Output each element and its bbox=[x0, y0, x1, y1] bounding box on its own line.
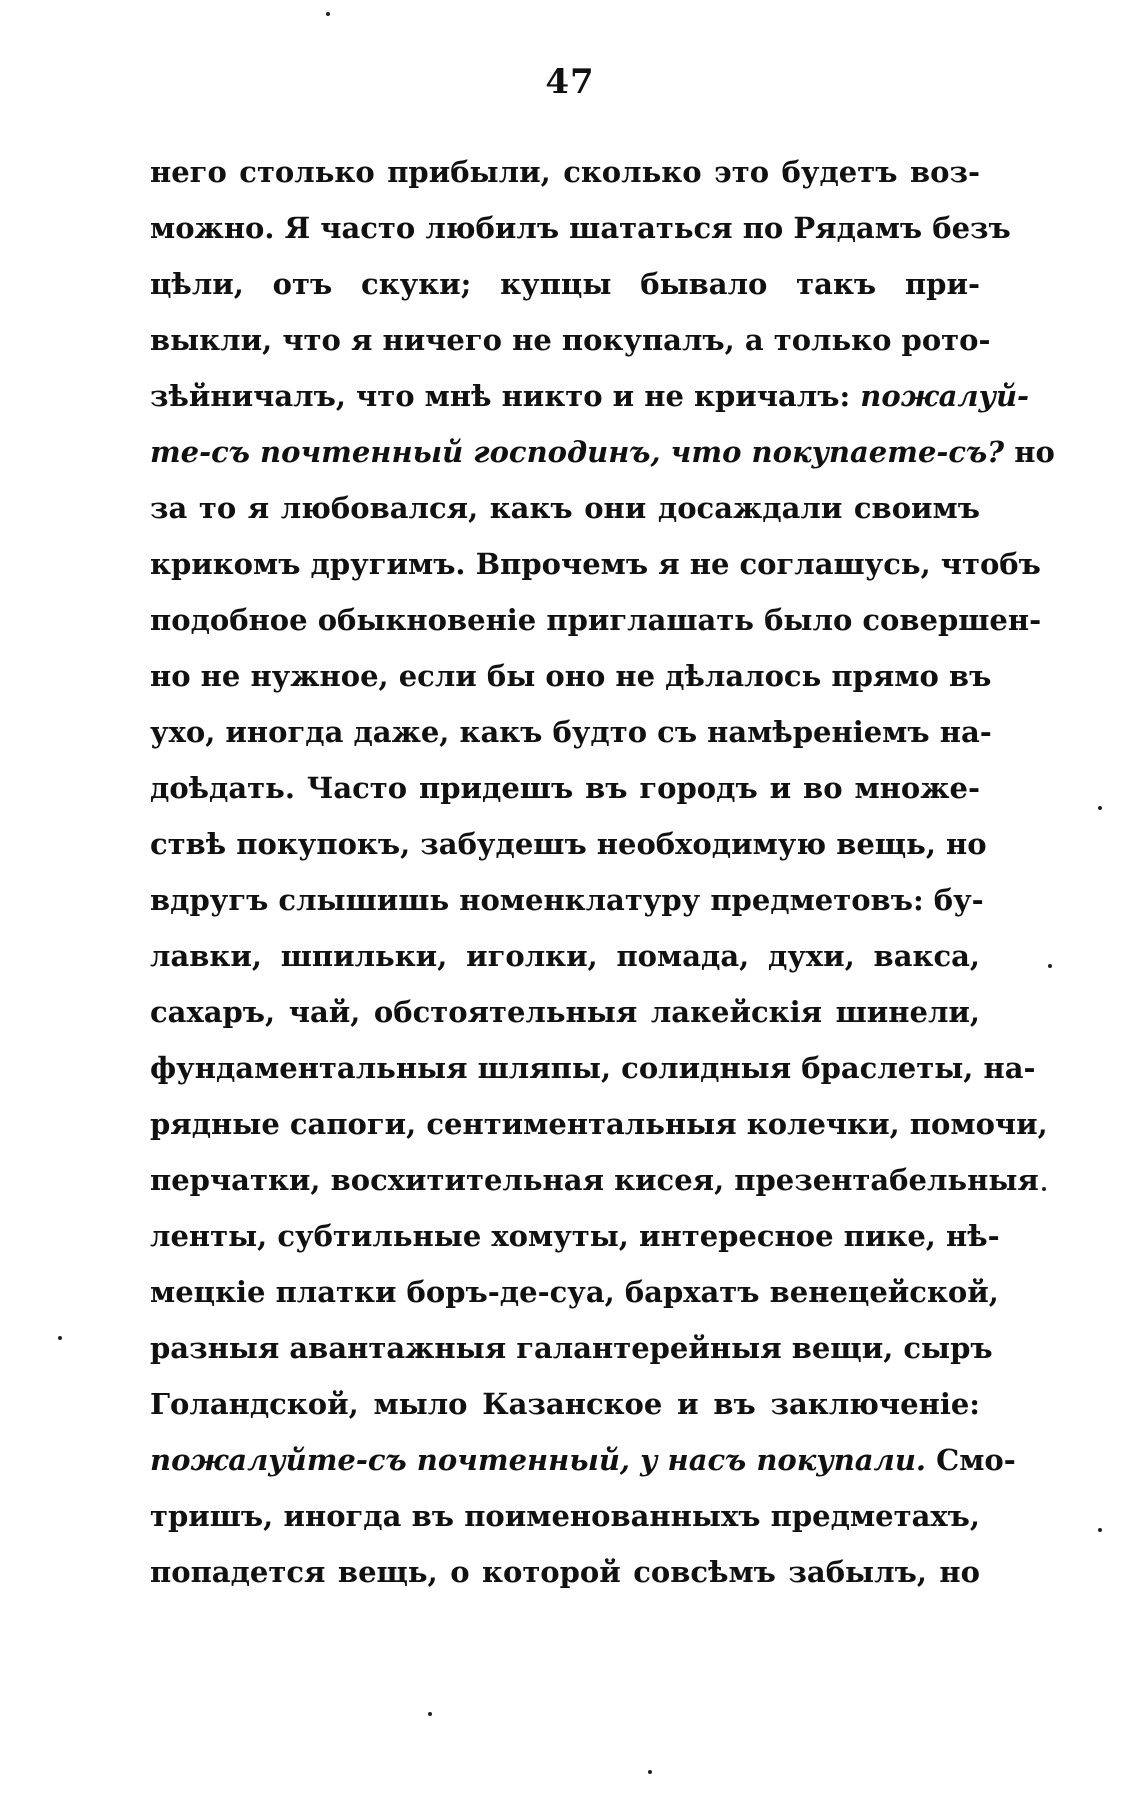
text-run: зѣйничалъ, что мнѣ никто и не кричалъ: bbox=[150, 379, 861, 413]
text-run: лавки, шпильки, иголки, помада, духи, вакса, bbox=[150, 939, 980, 973]
scan-speck bbox=[1048, 964, 1052, 968]
italic-text: пожалуйте-съ почтенный, у насъ покупали. bbox=[150, 1443, 927, 1477]
text-line bbox=[150, 1152, 1039, 1208]
text-run: крикомъ другимъ. Впрочемъ я не соглашусь, чтобъ bbox=[150, 547, 1041, 581]
text-line bbox=[150, 872, 984, 928]
text-line bbox=[150, 312, 991, 368]
page-number: 47 bbox=[545, 62, 595, 102]
italic-text: те-съ почтенный господинъ, что покупаете-съ? bbox=[150, 435, 1005, 469]
text-run: ухо, иногда даже, какъ будто съ намѣреніемъ на- bbox=[150, 715, 992, 749]
text-line bbox=[150, 592, 1042, 648]
text-line bbox=[150, 760, 980, 816]
text-run: можно. Я часто любилъ шататься по Рядамъ безъ bbox=[150, 211, 1011, 245]
scan-speck bbox=[648, 1770, 652, 1774]
text-run: подобное обыкновеніе приглашать было совершен- bbox=[150, 603, 1042, 637]
text-line bbox=[150, 984, 980, 1040]
text-line bbox=[150, 480, 980, 536]
text-line bbox=[150, 1264, 999, 1320]
scan-speck bbox=[58, 1336, 62, 1340]
scan-speck bbox=[326, 12, 330, 16]
text-run: Голандской, мыло Казанское и въ заключеніе: bbox=[150, 1387, 980, 1421]
text-run: вдругъ слышишь номенклатуру предметовъ: бу- bbox=[150, 883, 984, 917]
text-line bbox=[150, 200, 1011, 256]
text-line bbox=[150, 1432, 1016, 1488]
text-line bbox=[150, 144, 980, 200]
scan-speck bbox=[1098, 806, 1102, 810]
text-line bbox=[150, 1040, 1036, 1096]
text-line bbox=[150, 816, 987, 872]
text-line bbox=[150, 1488, 980, 1544]
text-run: доѣдать. Часто придешъ въ городъ и во множе- bbox=[150, 771, 980, 805]
text-run: попадется вещь, о которой совсѣмъ забылъ, но bbox=[150, 1555, 980, 1589]
text-run: цѣли, отъ скуки; купцы бывало такъ при- bbox=[150, 267, 980, 301]
italic-text: пожалуй- bbox=[860, 379, 1030, 413]
text-run: него столько прибыли, сколько это будетъ воз- bbox=[150, 155, 980, 189]
text-run: разныя авантажныя галантерейныя вещи, сыръ bbox=[150, 1331, 993, 1365]
text-run: Смо- bbox=[926, 1443, 1016, 1477]
text-run: но bbox=[1004, 435, 1055, 469]
text-line bbox=[150, 704, 992, 760]
text-line bbox=[150, 368, 1030, 424]
text-line bbox=[150, 928, 980, 984]
body-text bbox=[150, 144, 1055, 1600]
text-line bbox=[150, 1208, 1000, 1264]
text-run: сахаръ, чай, обстоятельныя лакейскія шинели, bbox=[150, 995, 980, 1029]
text-line bbox=[150, 256, 980, 312]
text-line bbox=[150, 648, 992, 704]
scan-speck bbox=[1098, 1528, 1102, 1532]
text-line bbox=[150, 1320, 993, 1376]
text-run: мецкіе платки боръ-де-суа, бархатъ венецейской, bbox=[150, 1275, 999, 1309]
text-run: ствѣ покупокъ, забудешъ необходимую вещь, но bbox=[150, 827, 987, 861]
text-run: ленты, субтильные хомуты, интересное пике, нѣ- bbox=[150, 1219, 1000, 1253]
text-run: тришъ, иногда въ поименованныхъ предметахъ, bbox=[150, 1499, 980, 1533]
text-run: перчатки, восхитительная кисея, презентабельныя bbox=[150, 1163, 1039, 1197]
text-run: но не нужное, если бы оно не дѣлалось прямо въ bbox=[150, 659, 992, 693]
text-line bbox=[150, 424, 1055, 480]
text-line bbox=[150, 1096, 1048, 1152]
text-run: выкли, что я ничего не покупалъ, а только рото- bbox=[150, 323, 991, 357]
text-line bbox=[150, 1376, 980, 1432]
scan-speck bbox=[428, 1712, 432, 1716]
text-run: за то я любовался, какъ они досаждали своимъ bbox=[150, 491, 980, 525]
text-line bbox=[150, 536, 1041, 592]
text-run: фундаментальныя шляпы, солидныя браслеты, на- bbox=[150, 1051, 1036, 1085]
text-run: рядные сапоги, сентиментальныя колечки, помочи, bbox=[150, 1107, 1048, 1141]
text-line bbox=[150, 1544, 980, 1600]
scan-speck bbox=[1042, 1187, 1046, 1191]
